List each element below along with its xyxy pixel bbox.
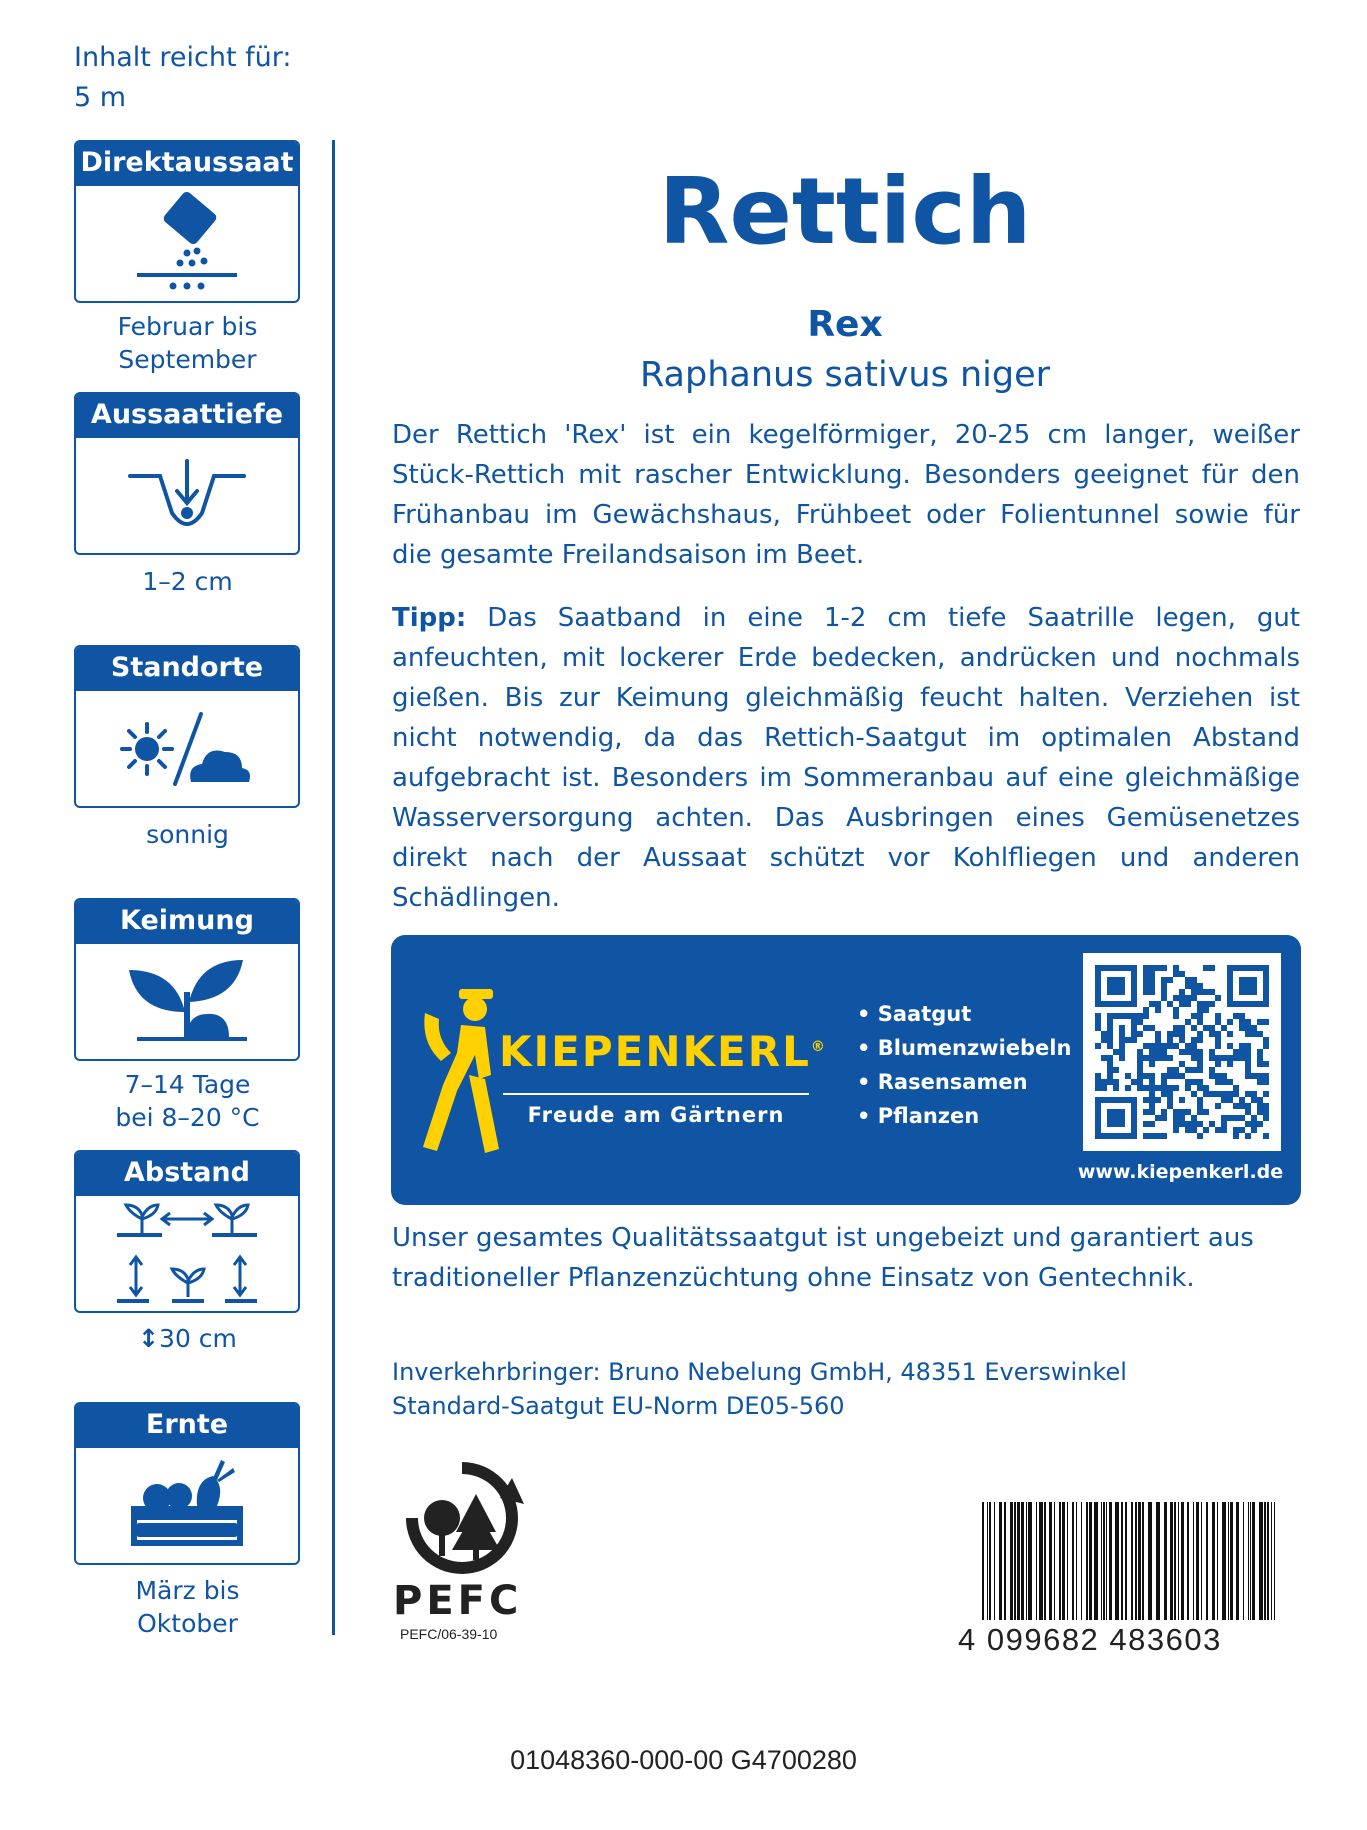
card-title: Ernte	[76, 1404, 298, 1448]
double-arrow-icon: ↕	[138, 1324, 160, 1353]
card-caption-sowing-depth	[74, 565, 301, 598]
harvest-crate-icon	[76, 1448, 298, 1563]
card-caption-direct-sowing	[74, 310, 301, 376]
sun-cloud-icon	[76, 691, 298, 806]
distributor-info	[392, 1355, 1322, 1423]
quality-note: Unser gesamtes Qualitätssaatgut ist ungebeizt und garantiert aus traditioneller Pflanzenzüchtung ohne Einsatz von Gentechnik.	[392, 1223, 1254, 1293]
brand-slogan: Freude am Gärtnern	[527, 1103, 785, 1127]
product-list	[857, 997, 1071, 1133]
pefc-code: PEFC/06-39-10	[400, 1626, 498, 1642]
card-title: Abstand	[76, 1152, 298, 1196]
product-title: Rettich	[658, 158, 1032, 265]
planting-tip	[392, 598, 1300, 918]
list-item: • Blumenzwiebeln	[857, 1031, 1071, 1065]
product-variety: Rex	[807, 304, 883, 345]
sowing-depth-icon	[76, 438, 298, 553]
card-harvest	[74, 1402, 300, 1565]
list-item: • Pflanzen	[857, 1099, 1071, 1133]
sowing-icon	[76, 186, 298, 301]
barcode-icon	[980, 1502, 1280, 1620]
card-spacing	[74, 1150, 300, 1313]
content-reach-value: 5 m	[74, 82, 127, 113]
content-reach	[74, 38, 292, 118]
card-caption-germination	[74, 1068, 301, 1134]
tip-text: Das Saatband in eine 1-2 cm tiefe Saatrille legen, gut anfeuchten, mit lockerer Erde bedecken, andrücken und nochmals gießen. Bis zur Keimung gleichmäßig feucht halten. Verziehen ist nicht notwendig, da das Rettich-Saatgut im optimalen Abstand aufgebracht ist. Besonders im Sommeranbau auf eine gleichmäßige Wasserversorgung achten. Das Ausbringen eines Gemüsenetzes direkt nach der Aussaat schützt vor Kohlfliegen und anderen Schädlingen.	[392, 603, 1300, 913]
content-reach-label: Inhalt reicht für:	[74, 42, 292, 73]
standard-text: Standard-Saatgut EU-Norm DE05-560	[392, 1392, 845, 1420]
card-location	[74, 645, 300, 808]
caption-text: 1–2 cm	[142, 567, 233, 596]
registered-mark: ®	[810, 1039, 827, 1055]
card-title: Direktaussaat	[76, 142, 298, 186]
card-direct-sowing	[74, 140, 300, 303]
list-item: • Rasensamen	[857, 1065, 1071, 1099]
product-description: Der Rettich 'Rex' ist ein kegelförmiger, 20-25 cm langer, weißer Stück-Rettich mit rascher Entwicklung. Besonders geeignet für den Frühanbau im Gewächshaus, Frühbeet oder Folientunnel sowie für die gesamte Freilandsaison im Beet.	[392, 420, 1300, 570]
distributor-text: Inverkehrbringer: Bruno Nebelung GmbH, 48351 Everswinkel	[392, 1358, 1127, 1386]
caption-text: 7–14 Tage bei 8–20 °C	[115, 1070, 260, 1132]
brand-wordmark: KIEPENKERL	[499, 1027, 811, 1076]
caption-text: Februar bis September	[117, 312, 258, 374]
card-title: Standorte	[76, 647, 298, 691]
product-latin-name: Raphanus sativus niger	[639, 355, 1050, 395]
website-url[interactable]: www.kiepenkerl.de	[1077, 1161, 1284, 1183]
caption-text: sonnig	[146, 820, 229, 849]
card-title: Aussaattiefe	[76, 394, 298, 438]
barcode-digits: 4 099682 483603	[958, 1622, 1222, 1657]
column-divider	[332, 140, 335, 1635]
caption-text: 30 cm	[159, 1324, 237, 1353]
spacing-icon	[76, 1196, 298, 1311]
brand-name	[499, 1027, 827, 1076]
hiker-logo-icon	[421, 983, 503, 1153]
qr-code[interactable]	[1083, 953, 1281, 1151]
card-caption-harvest	[74, 1574, 301, 1640]
card-germination	[74, 898, 300, 1061]
tip-label: Tipp:	[392, 603, 467, 633]
brand-underline	[503, 1093, 809, 1095]
card-title: Keimung	[76, 900, 298, 944]
brand-banner	[391, 935, 1301, 1205]
card-sowing-depth	[74, 392, 300, 555]
caption-text: März bis Oktober	[135, 1576, 240, 1638]
qr-code-icon	[1083, 953, 1281, 1151]
seedling-icon	[76, 944, 298, 1059]
list-item: • Saatgut	[857, 997, 1071, 1031]
article-number: 01048360-000-00 G4700280	[510, 1745, 857, 1775]
pefc-wordmark: PEFC	[393, 1578, 523, 1624]
pefc-logo-icon	[392, 1458, 532, 1576]
card-caption-location	[74, 818, 301, 851]
card-caption-spacing	[74, 1322, 301, 1355]
